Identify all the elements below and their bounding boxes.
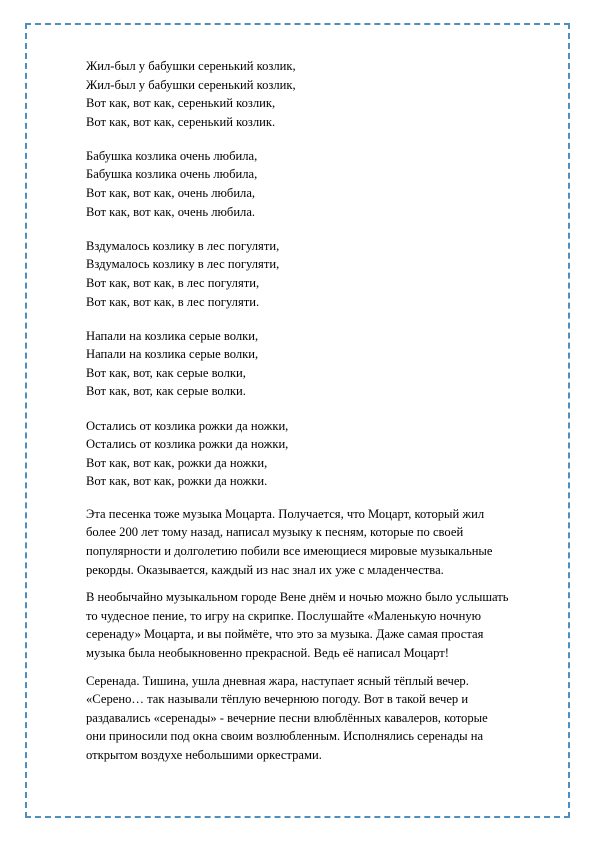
stanza (86, 417, 546, 491)
stanza (86, 147, 546, 221)
lyric-line: Вот как, вот как, в лес погуляти. (86, 294, 260, 309)
lyric-line: Напали на козлика серые волки, (86, 347, 259, 362)
lyric-line: Напали на козлика серые волки, (86, 328, 259, 343)
paragraph-line: «Серено… так называли тёплую вечернюю погоду. Вот в такой вечер и (86, 692, 469, 707)
lyric-line: Вот как, вот как, серенький козлик. (86, 114, 276, 129)
lyric-line: Бабушка козлика очень любила, (86, 167, 258, 182)
stanza (86, 57, 546, 131)
lyric-line: Остались от козлика рожки да ножки, (86, 418, 289, 433)
paragraph-line: более 200 лет тому назад, написал музыку к песням, которые по своей (86, 525, 464, 540)
lyric-line: Жил-был у бабушки серенький козлик, (86, 59, 296, 73)
paragraph-line: они приносили под окна своим возлюбленным. Исполнялись серенады на (86, 729, 484, 744)
stanza (86, 327, 546, 401)
lyric-line: Вот как, вот как, в лес погуляти, (86, 275, 260, 290)
lyric-line: Вот как, вот как, рожки да ножки, (86, 455, 268, 470)
paragraph-line: рекорды. Оказывается, каждый из нас знал их уже с младенчества. (86, 562, 444, 577)
lyric-line: Вот как, вот как, очень любила, (86, 186, 256, 201)
paragraph-line: открытом воздухе небольшими оркестрами. (86, 748, 322, 762)
lyric-line: Остались от козлика рожки да ножки, (86, 437, 289, 452)
lyric-line: Вот как, вот как, серенький козлик, (86, 96, 276, 111)
paragraph-mozart-songs (86, 505, 546, 579)
lyric-line: Бабушка козлика очень любила, (86, 148, 258, 163)
paragraph-line: В необычайно музыкальном городе Вене днём и ночью можно было услышать (86, 590, 509, 605)
lyric-line: Вздумалось козлику в лес погуляти, (86, 257, 280, 272)
lyric-line: Вот как, вот как, очень любила. (86, 204, 256, 219)
document-body (86, 57, 546, 774)
lyric-line: Вот как, вот, как серые волки. (86, 384, 246, 399)
stanza (86, 237, 546, 311)
lyric-line: Вздумалось козлику в лес погуляти, (86, 238, 280, 253)
paragraph-serenade (86, 672, 546, 765)
lyric-line: Вот как, вот, как серые волки, (86, 365, 246, 380)
paragraph-line: раздавались «серенады» - вечерние песни влюблённых кавалеров, которые (86, 710, 488, 725)
paragraph-vienna (86, 588, 546, 662)
paragraph-line: популярности и долголетию побили все имеющиеся мировые музыкальные (86, 544, 493, 559)
paragraph-line: серенаду» Моцарта, и вы поймёте, что это за музыка. Даже самая простая (86, 627, 484, 642)
paragraph-line: Эта песенка тоже музыка Моцарта. Получается, что Моцарт, который жил (86, 506, 485, 521)
lyric-line: Жил-был у бабушки серенький козлик, (86, 77, 296, 92)
paragraph-line: музыка была необыкновенно прекрасной. Ведь её написал Моцарт! (86, 646, 449, 661)
lyric-line: Вот как, вот как, рожки да ножки. (86, 474, 268, 489)
paragraph-line: Серенада. Тишина, ушла дневная жара, наступает ясный тёплый вечер. (86, 673, 469, 688)
song-lyrics (86, 57, 546, 491)
paragraph-line: то чудесное пение, то игру на скрипке. Послушайте «Маленькую ночную (86, 608, 482, 623)
